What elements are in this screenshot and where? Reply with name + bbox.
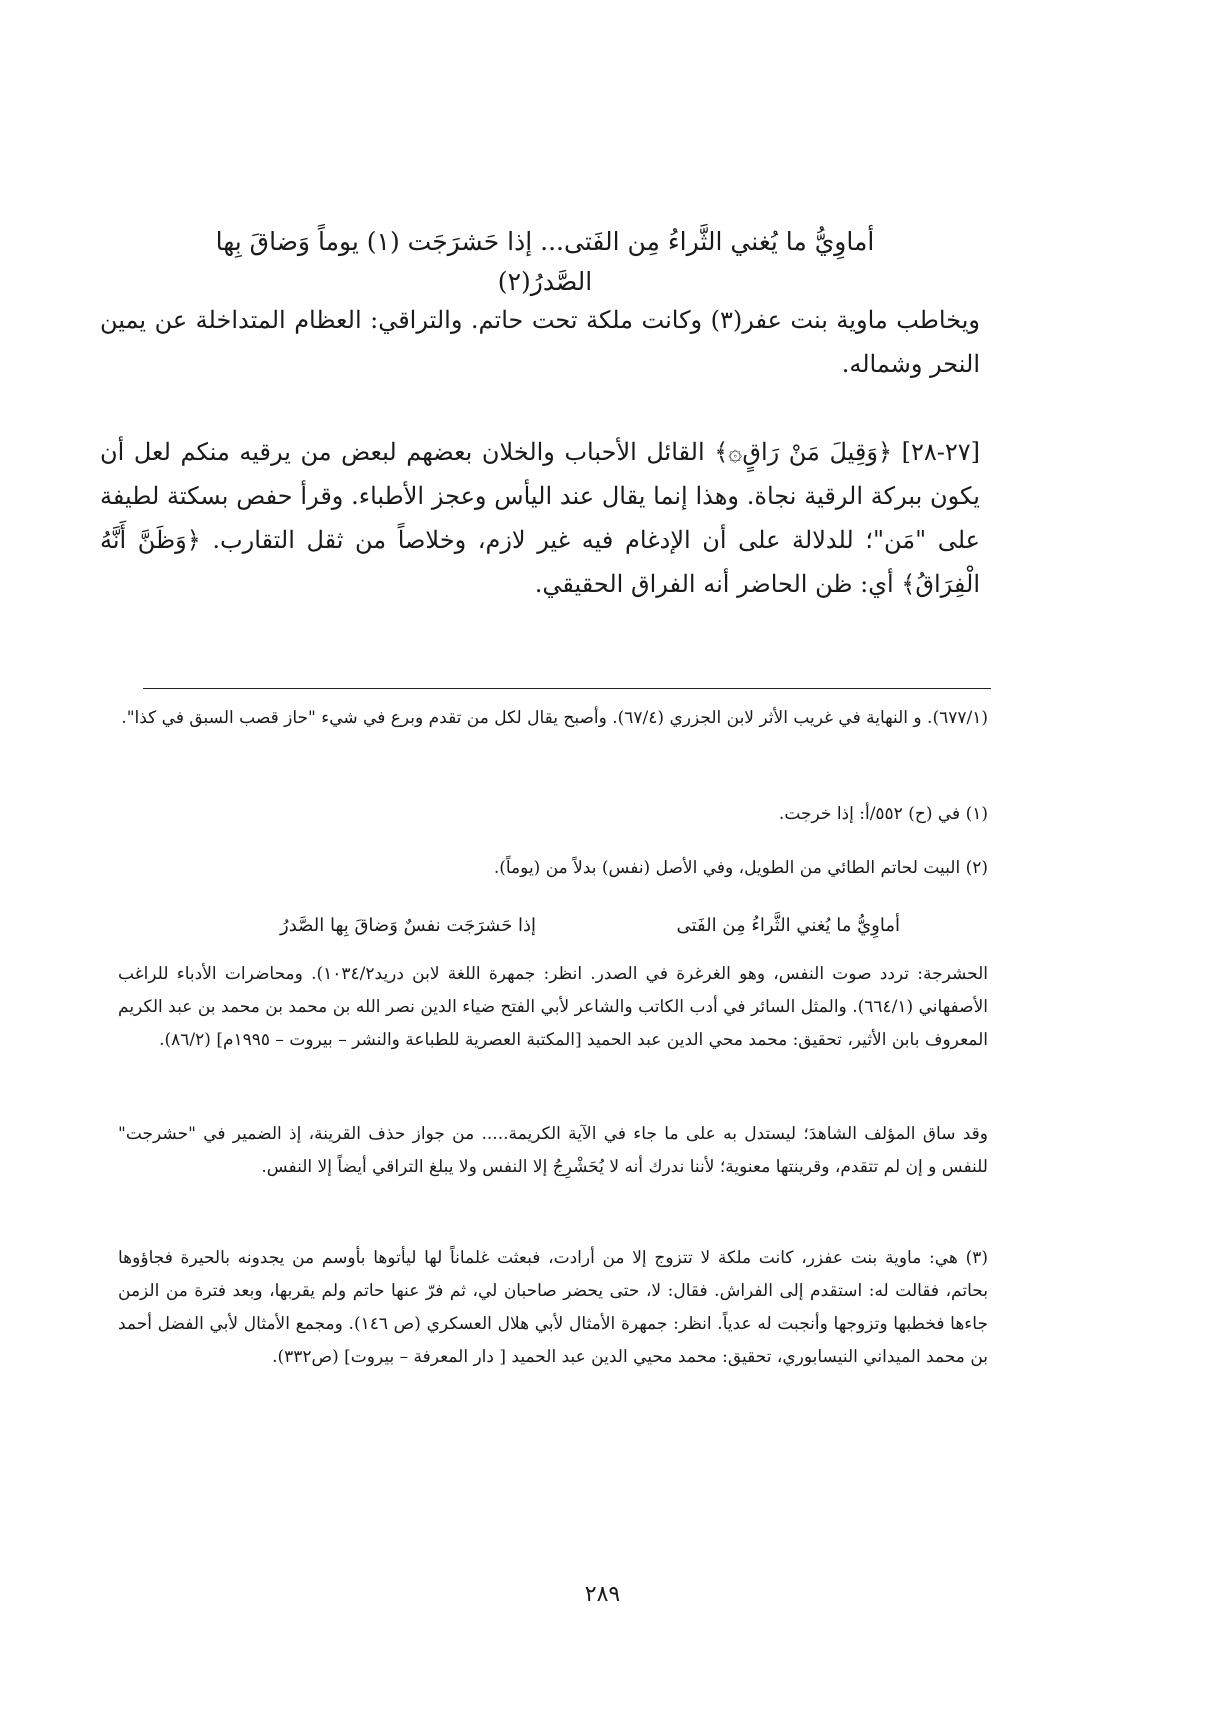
main-verse: أماوِيُّ ما يُغني الثَّراءُ مِن الفَتى... إذا حَشرَجَت (١) يوماً وَضاقَ بِها الصَّدرُ(٢) (215, 227, 875, 296)
verse-second-hemistich: إذا حَشرَجَت نفسٌ وَضاقَ بِها الصَّدرُ (280, 915, 537, 936)
footnote-2-verse (280, 906, 900, 946)
footnote-2-note: وقد ساق المؤلف الشاهدَ؛ ليستدل به على ما جاء في الآية الكريمة..... من جواز حذف القرينة، إذ الضمير في "حشرجت" للنفس و إن لم تتقدم، وقرينتها معنوية؛ لأننا ندرك أنه لا يُحَشْرِجُ إلا النفس ولا يبلغ التراقي أيضاً إلا النفس. (118, 1124, 988, 1177)
verse-first-hemistich: أماوِيُّ ما يُغني الثَّراءُ مِن الفَتى (676, 915, 900, 936)
body-paragraph-1: ويخاطب ماوية بنت عفر(٣) وكانت ملكة تحت حاتم. والتراقي: العظام المتداخلة عن يمين النحر وشماله. (100, 306, 980, 378)
page-number: ٢٨٩ (584, 1582, 621, 1607)
footnote-separator (143, 688, 991, 689)
footnote-3: (٣) هي: ماوية بنت عفزر، كانت ملكة لا تتزوج إلا من أرادت، فبعثت غلماناً لها ليأتوها بأوسم من يجدونه بالحيرة فجاؤوها بحاتم، فقالت له: استقدم إلى الفراش. فقال: لا، حتى يحضر صاحبان لي، ثم فرّ عنها حاتم ولم يقربها، وبعد فترة من الزمن جاءها فخطبها وتزوجها وأنجبت له عدياً. انظر: جمهرة الأمثال لأبي هلال العسكري (ص ١٤٦). ومجمع الأمثال لأبي الفضل أحمد بن محمد الميداني النيسابوري، تحقيق: محمد محيي الدين عبد الحميد [ دار المعرفة – بيروت] (ص٣٣٢). (118, 1248, 988, 1367)
footnote-2-explanation: الحشرجة: تردد صوت النفس، وهو الغرغرة في الصدر. انظر: جمهرة اللغة لابن دريد١٠٣٤/٢). ومحاضرات الأدباء للراغب الأصفهاني (٦٦٤/١). والمثل السائر في أدب الكاتب والشاعر لأبي الفتح ضياء الدين نصر الله بن محمد بن محمد بن عبد الكريم المعروف بابن الأثير، تحقيق: محمد محي الدين عبد الحميد [المكتبة العصرية للطباعة والنشر – بيروت – ١٩٩٥م] (٨٦/٢). (118, 964, 989, 1050)
footnote-2: (٢) البيت لحاتم الطائي من الطويل، وفي الأصل (نفس) بدلاً من (يوماً). (493, 858, 988, 878)
footnote-continuation: (٦٧٧/١). و النهاية في غريب الأثر لابن الجزري (٦٧/٤). وأصبح يقال لكل من تقدم وبرع في شيء "حاز قصب السبق في كذا". (121, 708, 988, 728)
footnote-1: (١) في (ح) ٥٥٢/أ: إذا خرجت. (778, 804, 988, 824)
body-paragraph-2: [٢٧-٢٨] ﴿وَقِيلَ مَنْ رَاقٍ۞﴾ القائل الأحباب والخلان بعضهم لبعض من يرقيه منكم لعل أن يكون ببركة الرقية نجاة. وهذا إنما يقال عند اليأس وعجز الأطباء. وقرأ حفص بسكتة لطيفة على "مَن"؛ للدلالة على أن الإدغام فيه غير لازم، وخلاصاً من ثقل التقارب. ﴿وَظَنَّ أَنَّهُ الْفِرَاقُ﴾ أي: ظن الحاضر أنه الفراق الحقيقي. (100, 438, 980, 598)
